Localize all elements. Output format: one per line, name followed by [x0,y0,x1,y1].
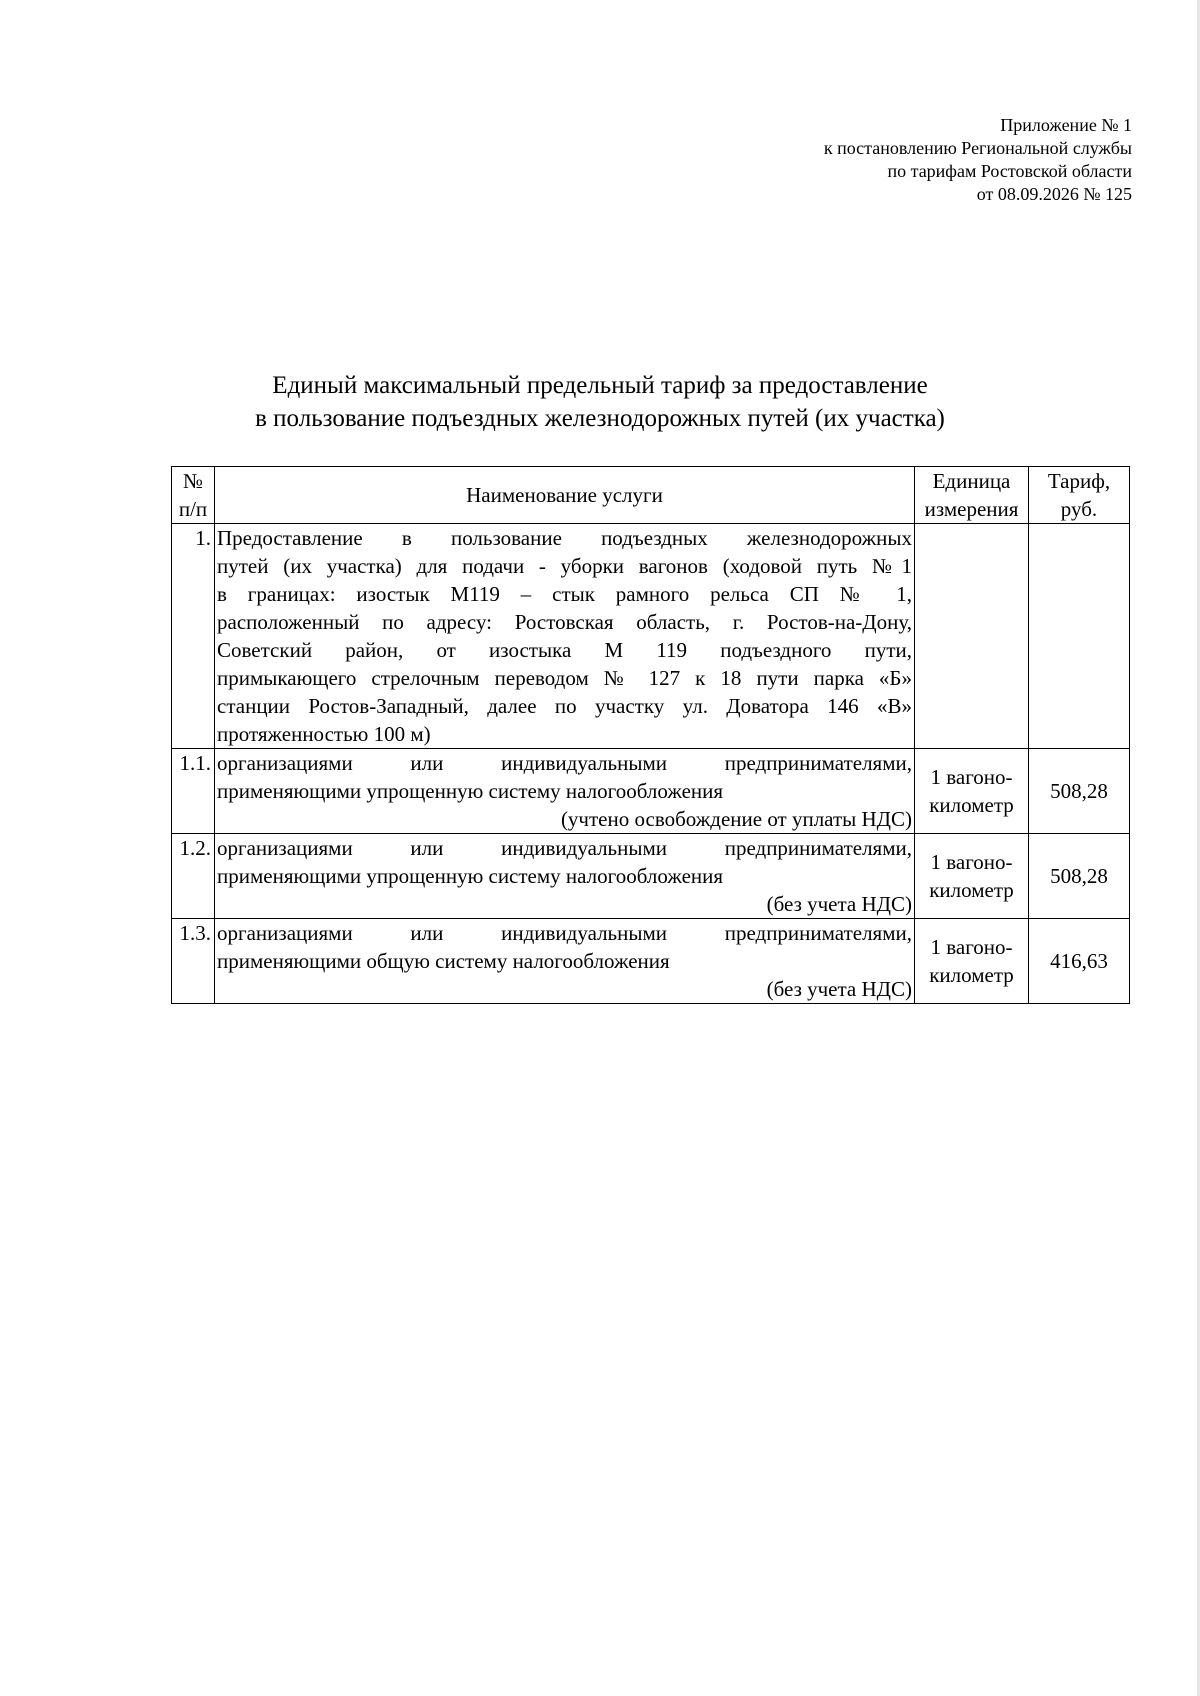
title-line: Единый максимальный предельный тариф за предоставление [272,372,928,399]
row-service-name: организациями или индивидуальными предпринимателями, применяющими упрощенную систему налогообложения (учтено освобождение от уплаты НДС) [215,749,915,834]
tariff-table [171,466,1130,1004]
title-line: в пользование подъездных железнодорожных путей (их участка) [255,405,945,432]
header-service: Наименование услуги [215,467,915,524]
row-number: 1.1. [172,749,215,834]
table-header-row [172,467,1130,524]
header-tariff: Тариф, руб. [1029,467,1130,524]
appendix-line: Приложение № 1 [1000,115,1132,135]
row-unit [915,524,1029,749]
row-service-name: организациями или индивидуальными предпринимателями, применяющими упрощенную систему налогообложения (без учета НДС) [215,834,915,919]
row-tariff [1029,524,1130,749]
document-title [0,369,1200,435]
header-number: № п/п [172,467,215,524]
header-unit: Единица измерения [915,467,1029,524]
row-number: 1.2. [172,834,215,919]
appendix-header [824,114,1132,206]
appendix-line: от 08.09.2026 № 125 [976,184,1132,204]
appendix-line: по тарифам Ростовской области [887,161,1132,181]
table-row [172,919,1130,1004]
row-tariff: 508,28 [1029,834,1130,919]
row-unit: 1 вагоно- километр [915,749,1029,834]
row-service-name: организациями или индивидуальными предпринимателями, применяющими общую систему налогообложения (без учета НДС) [215,919,915,1004]
row-number: 1.3. [172,919,215,1004]
row-unit: 1 вагоно- километр [915,919,1029,1004]
table-row [172,834,1130,919]
row-number: 1. [172,524,215,749]
row-tariff: 508,28 [1029,749,1130,834]
row-service-name: Предоставление в пользование подъездных железнодорожных путей (их участка) для подачи - уборки вагонов (ходовой путь №1 в границах: изостык М119 – стык рамного рельса СП № 1, расположенный по адресу: Ростовская область, г. Ростов-на-Дону, Советский район, от изостыка М 119 подъездного пути, примыкающего стрелочным переводом № 127 к 18 пути парка «Б» станции Ростов-Западный, далее по участку ул. Доватора 146 «В» протяженностью 100 м) [215,524,915,749]
table-row [172,749,1130,834]
appendix-line: к постановлению Региональной службы [823,138,1132,158]
table-row [172,524,1130,749]
row-unit: 1 вагоно- километр [915,834,1029,919]
row-tariff: 416,63 [1029,919,1130,1004]
